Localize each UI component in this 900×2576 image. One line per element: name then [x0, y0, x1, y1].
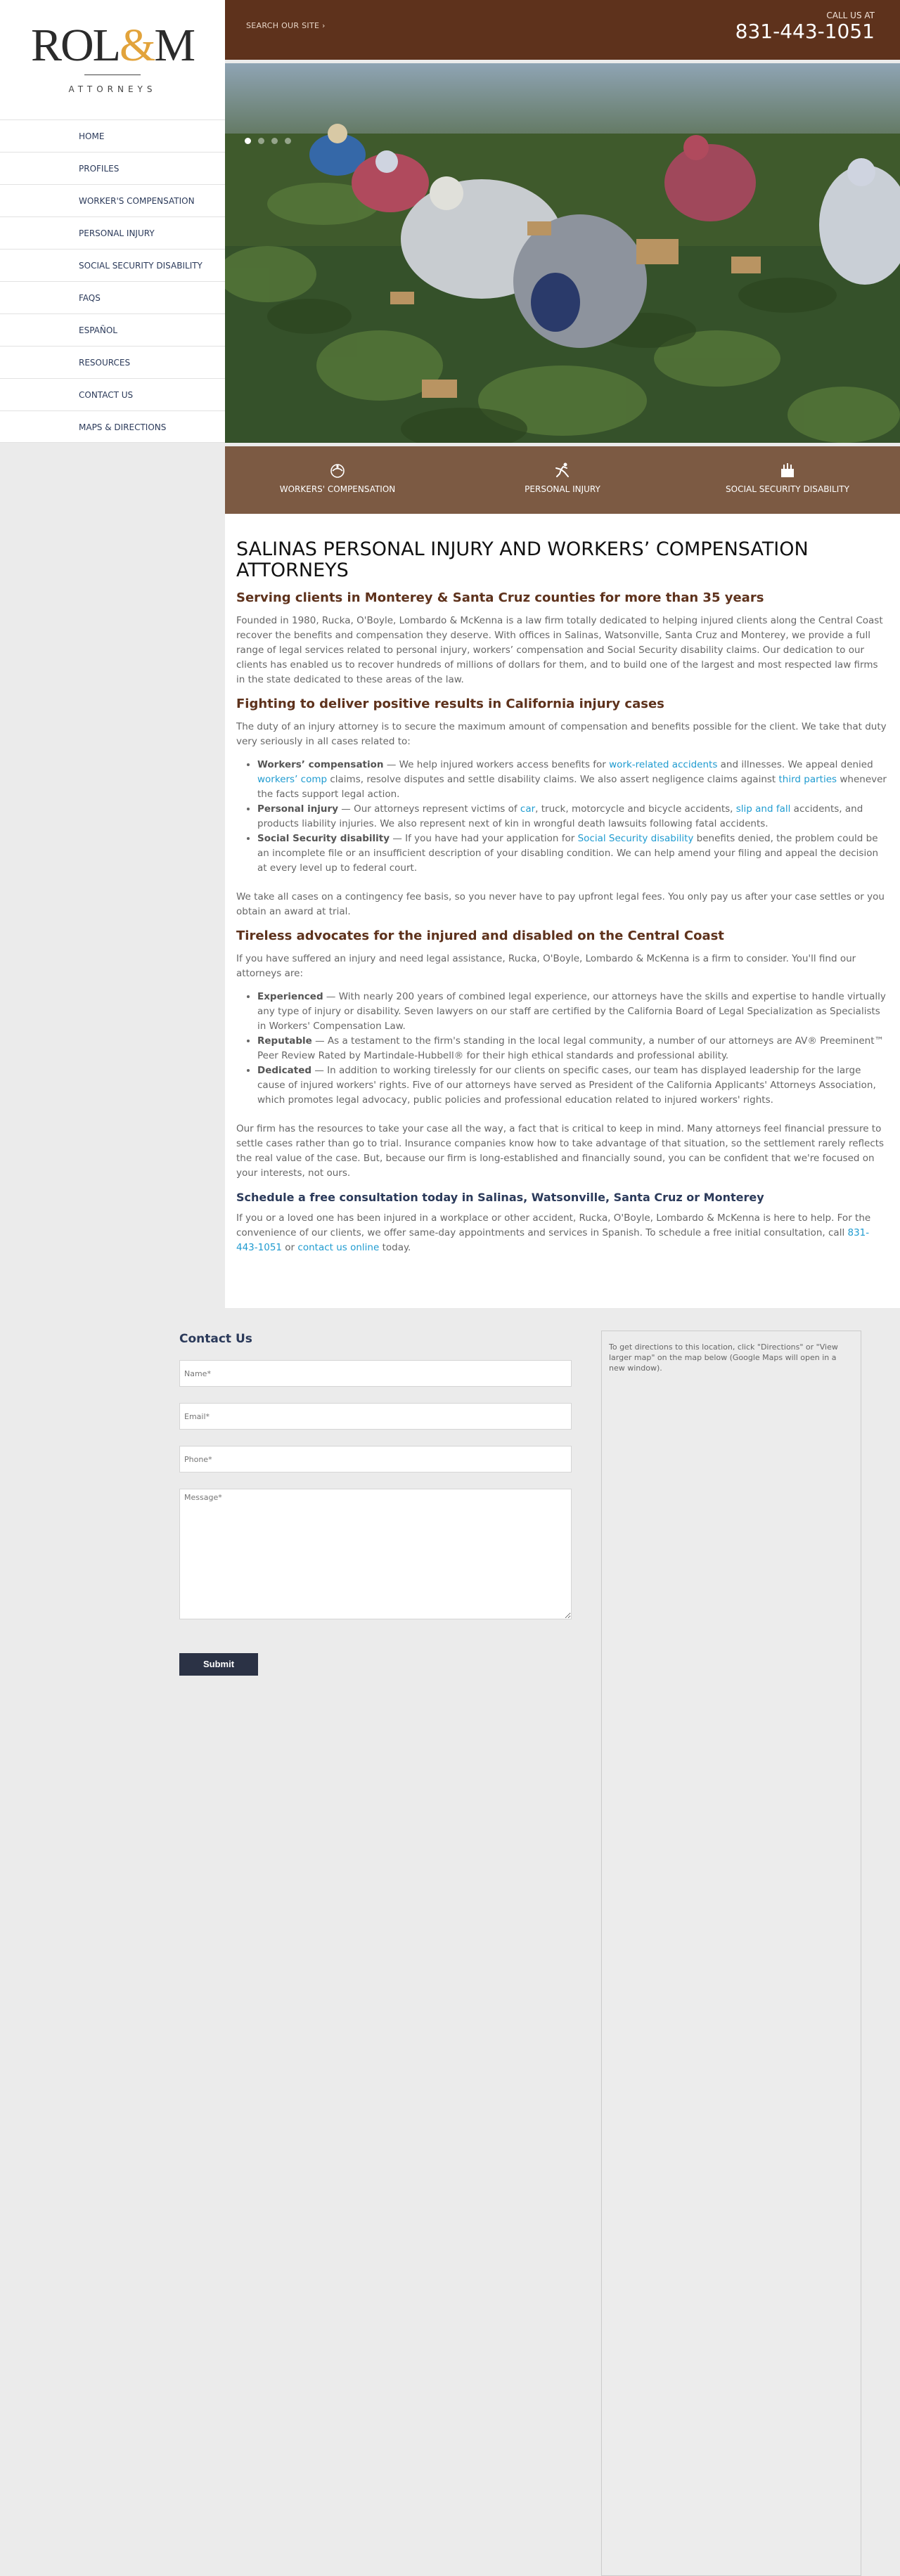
list-item: • Dedicated — In addition to working tirelessly for our clients on specific cases, our team has displayed leadership for the large cause of injured workers' rights. Five of our attorneys have served as President of the California Applicants' Attorneys Association, which promotes legal advocacy, public policies and professional education related to injured workers' rights. [257, 1063, 889, 1108]
contact-form-title: Contact Us [179, 1332, 252, 1346]
header-phone-link[interactable]: 831-443-1051 [735, 20, 875, 43]
section-heading: Serving clients in Monterey & Santa Cruz counties for more than 35 years [236, 590, 764, 605]
slider-dot[interactable] [258, 138, 264, 144]
nav-item-faqs[interactable]: FAQS [0, 281, 225, 313]
hard-hat-icon [329, 462, 346, 479]
slip-and-fall-link[interactable]: slip and fall [735, 803, 791, 815]
logo[interactable] [0, 0, 225, 119]
main-nav [0, 119, 225, 443]
slider-dot[interactable] [271, 138, 278, 144]
social-security-disability-link[interactable]: Social Security disability [577, 833, 694, 844]
nav-item-resources[interactable]: RESOURCES [0, 346, 225, 378]
nav-item-social-security-disability[interactable]: SOCIAL SECURITY DISABILITY [0, 249, 225, 281]
nav-item-profiles[interactable]: PROFILES [0, 152, 225, 184]
call-us-label: CALL US AT [826, 11, 875, 20]
page-title: SALINAS PERSONAL INJURY AND WORKERS’ COMPENSATION ATTORNEYS [236, 538, 809, 581]
practice-area-label: WORKERS' COMPENSATION [279, 484, 396, 494]
case-types-list [257, 758, 889, 876]
consultation-paragraph: If you or a loved one has been injured in a workplace or other accident, Rucka, O'Boyle, Lombardo & McKenna is here to help. For the convenience of our clients, we offer same-day appointments and services in Spanish. To schedule a free initial consultation, call 831-443-1051 or contact us online today. [236, 1212, 871, 1253]
paragraph: Our firm has the resources to take your case all the way, a fact that is critical to keep in mind. Many attorneys feel financial pressure to settle cases rather than go to trial. Insurance companies know how to take advantage of that situation, so the settlement rarely reflects the real value of the case. But, because our firm is long-established and financially sound, you can be confident that we're focused on your interests, not ours. [236, 1123, 885, 1179]
hero-field-workers-illustration [225, 63, 900, 443]
map-panel[interactable] [601, 1331, 861, 2576]
nav-item-personal-injury[interactable]: PERSONAL INJURY [0, 216, 225, 249]
practice-area-label: SOCIAL SECURITY DISABILITY [726, 484, 849, 494]
paragraph: The duty of an injury attorney is to secure the maximum amount of compensation and benefits possible for the client. We take that duty very seriously in all cases related to: [236, 721, 887, 747]
practice-areas-bar [225, 446, 900, 514]
building-icon [779, 462, 796, 479]
workers-comp-link[interactable]: workers’ comp [257, 774, 328, 785]
paragraph: If you have suffered an injury and need legal assistance, Rucka, O'Boyle, Lombardo & McKenna is a firm to consider. You'll find our attorneys are: [236, 953, 856, 979]
sidebar [0, 0, 225, 443]
section-heading: Fighting to deliver positive results in California injury cases [236, 697, 664, 711]
list-item: • Experienced — With nearly 200 years of combined legal experience, our attorneys have the skills and expertise to handle virtually any type of injury or disability. Seven lawyers on our staff are certified by the California Board of Legal Specialization as Specialists in Workers' Compensation Law. [257, 990, 889, 1034]
contact-form [179, 1332, 572, 1676]
practice-area-personal-injury[interactable] [450, 462, 675, 494]
top-bar [225, 0, 900, 60]
map-directions-note: To get directions to this location, click "Directions" or "View larger map" on the map below (Google Maps will open in a new window). [609, 1342, 838, 1373]
nav-item-workers-compensation[interactable]: WORKER'S COMPENSATION [0, 184, 225, 216]
injured-person-icon [554, 462, 571, 479]
message-textarea[interactable] [179, 1489, 572, 1619]
nav-item-home[interactable]: HOME [0, 119, 225, 152]
third-parties-link[interactable]: third parties [778, 774, 837, 785]
slider-dot[interactable] [285, 138, 291, 144]
main-content [225, 514, 900, 1308]
consultation-heading: Schedule a free consultation today in Salinas, Watsonville, Santa Cruz or Monterey [236, 1191, 764, 1204]
hero-image [225, 63, 900, 443]
car-accidents-link[interactable]: car [520, 803, 536, 815]
nav-item-contact-us[interactable]: CONTACT US [0, 378, 225, 410]
paragraph: We take all cases on a contingency fee basis, so you never have to pay upfront legal fees. You only pay us after your case settles or you obtain an award at trial. [236, 891, 885, 917]
email-input[interactable] [179, 1403, 572, 1430]
attorney-qualities-list [257, 990, 889, 1108]
section-heading: Tireless advocates for the injured and disabled on the Central Coast [236, 928, 724, 943]
practice-area-workers-comp[interactable] [225, 462, 450, 494]
logo-subtitle: ATTORNEYS [68, 84, 157, 94]
intro-paragraph: Founded in 1980, Rucka, O'Boyle, Lombardo & McKenna is a law firm totally dedicated to helping injured clients along the Central Coast recover the benefits and compensation they deserve. With offices in Salinas, Watsonville, Santa Cruz and Monterey, we provide a full range of legal services related to personal injury, workers’ compensation and Social Security disability claims. Our dedication to our clients has enabled us to recover hundreds of millions of dollars for them, and to build one of the largest and most respected law firms in the state dedicated to these areas of the law. [236, 615, 883, 685]
nav-item-maps-directions[interactable]: MAPS & DIRECTIONS [0, 410, 225, 443]
name-input[interactable] [179, 1360, 572, 1387]
phone-input[interactable] [179, 1446, 572, 1473]
list-item: • Personal injury — Our attorneys represent victims of car, truck, motorcycle and bicycle accidents, slip and fall accidents, and products liability injuries. We also represent next of kin in wrongful death lawsuits following fatal accidents. [257, 802, 889, 831]
slider-dots [245, 134, 298, 147]
nav-item-espanol[interactable]: ESPAÑOL [0, 313, 225, 346]
logo-mark: ROL&M [30, 20, 195, 71]
list-item: • Workers’ compensation — We help injured workers access benefits for work-related accidents and illnesses. We appeal denied workers’ comp claims, resolve disputes and settle disability claims. We also assert negligence claims against third parties whenever the facts support legal action. [257, 758, 889, 802]
search-site-link[interactable]: SEARCH OUR SITE › [246, 21, 326, 30]
work-related-accidents-link[interactable]: work-related accidents [609, 759, 718, 770]
practice-area-social-security[interactable] [675, 462, 900, 494]
contact-us-online-link[interactable]: contact us online [297, 1242, 380, 1253]
slider-dot[interactable] [245, 138, 251, 144]
submit-button[interactable]: Submit [179, 1653, 258, 1676]
list-item: • Social Security disability — If you have had your application for Social Security disability benefits denied, the problem could be an incomplete file or an insufficient description of your disabling condition. We can help amend your filing and appeal the decision at every level up to federal court. [257, 831, 889, 876]
list-item: • Reputable — As a testament to the firm's standing in the local legal community, a number of our attorneys are AV® Preeminent™ Peer Review Rated by Martindale-Hubbell® for their high ethical standards and professional ability. [257, 1034, 889, 1063]
content-phone-link[interactable]: 831-443-1051 [236, 1227, 870, 1253]
practice-area-label: PERSONAL INJURY [525, 484, 600, 494]
